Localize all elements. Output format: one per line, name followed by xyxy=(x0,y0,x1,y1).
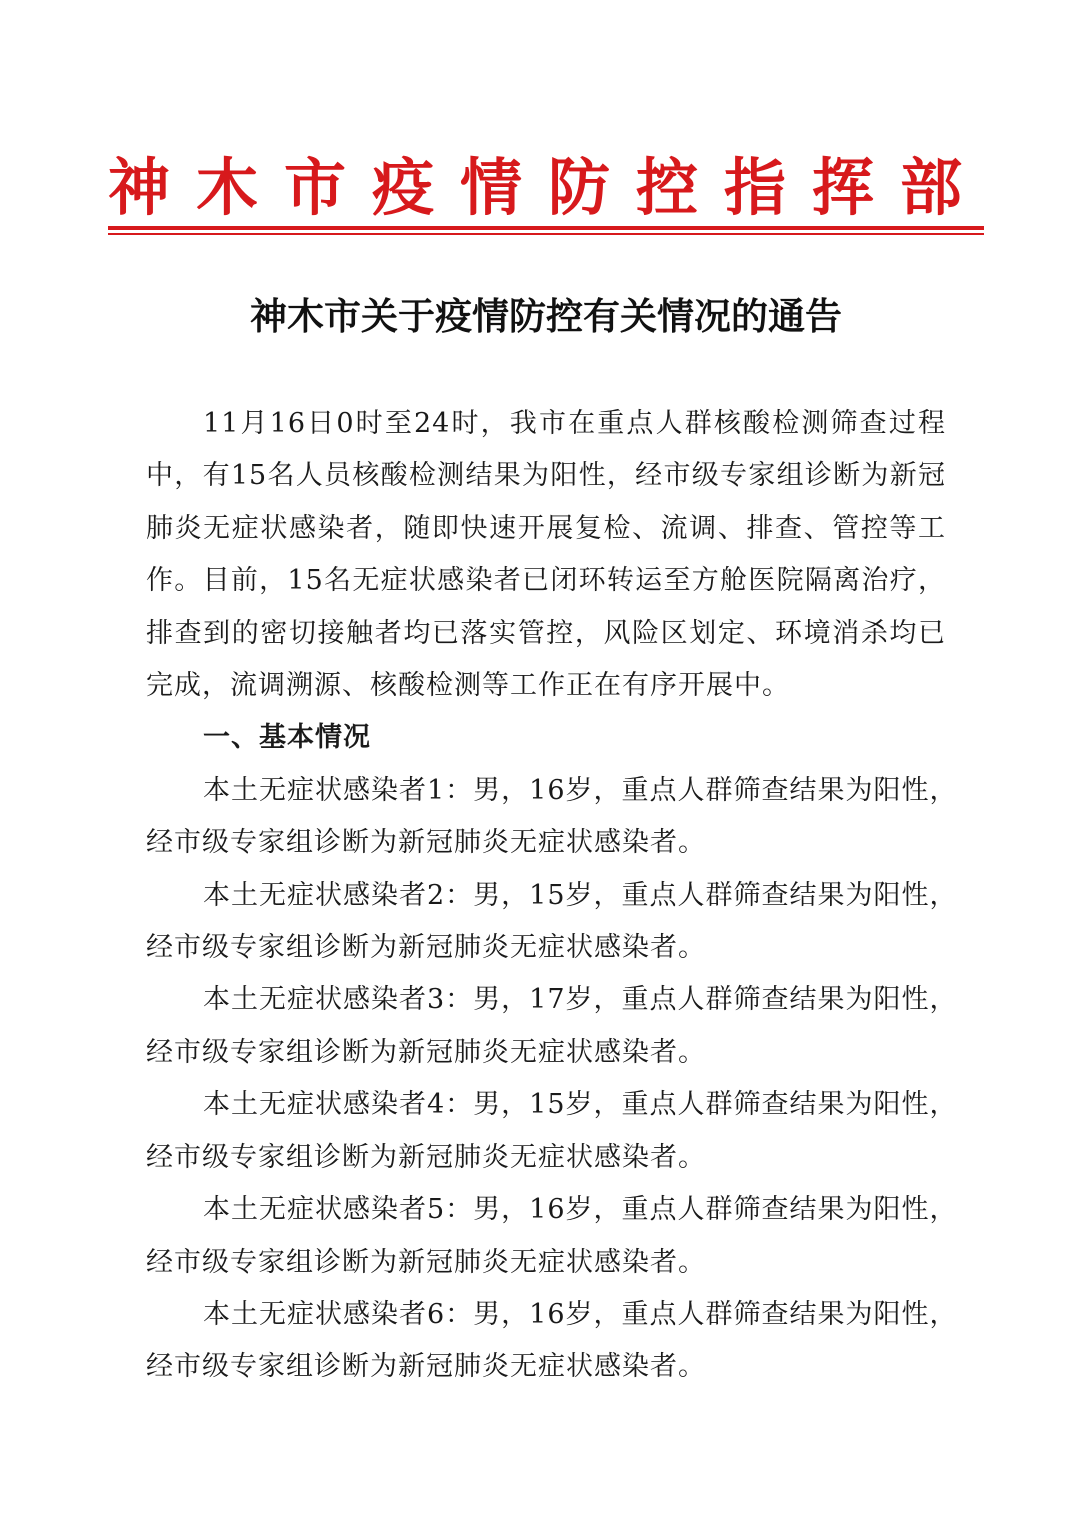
notice-title: 神木市关于疫情防控有关情况的通告 xyxy=(250,295,842,338)
case-line: 本土无症状感染者2：男，15岁，重点人群筛查结果为阳性， xyxy=(203,879,958,911)
case-line: 经市级专家组诊断为新冠肺炎无症状感染者。 xyxy=(146,932,706,964)
case-line: 经市级专家组诊断为新冠肺炎无症状感染者。 xyxy=(146,1141,706,1173)
case-entry xyxy=(146,974,958,1079)
notice-body xyxy=(146,398,958,1394)
section-heading: 一、基本情况 xyxy=(203,722,371,754)
case-line: 本土无症状感染者6：男，16岁，重点人群筛查结果为阳性， xyxy=(203,1298,958,1330)
case-entry xyxy=(146,765,958,870)
case-line: 本土无症状感染者3：男，17岁，重点人群筛查结果为阳性， xyxy=(203,984,958,1016)
masthead-rule-thin xyxy=(108,233,984,235)
case-line: 本土无症状感染者4：男，15岁，重点人群筛查结果为阳性， xyxy=(203,1089,958,1121)
case-entry xyxy=(146,1184,958,1289)
case-line: 经市级专家组诊断为新冠肺炎无症状感染者。 xyxy=(146,1036,706,1068)
case-line: 本土无症状感染者1：男，16岁，重点人群筛查结果为阳性， xyxy=(203,774,958,806)
masthead-rule-thick xyxy=(108,226,984,230)
case-entry xyxy=(146,1079,958,1184)
masthead-org-name: 神木市疫情防控指挥部 xyxy=(108,151,989,224)
case-entry xyxy=(146,870,958,975)
intro-paragraph: 11月16日0时至24时，我市在重点人群核酸检测筛查过程中，有15名人员核酸检测结果为阳性，经市级专家组诊断为新冠肺炎无症状感染者，随即快速开展复检、流调、排查、管控等工作。目前，15名无症状感染者已闭环转运至方舱医院隔离治疗，排查到的密切接触者均已落实管控，风险区划定、环境消杀均已完成，流调溯源、核酸检测等工作正在有序开展中。 xyxy=(146,408,946,702)
case-line: 经市级专家组诊断为新冠肺炎无症状感染者。 xyxy=(146,827,706,859)
case-line: 本土无症状感染者5：男，16岁，重点人群筛查结果为阳性， xyxy=(203,1194,958,1226)
case-line: 经市级专家组诊断为新冠肺炎无症状感染者。 xyxy=(146,1246,706,1278)
case-line: 经市级专家组诊断为新冠肺炎无症状感染者。 xyxy=(146,1351,706,1383)
case-entry xyxy=(146,1289,958,1394)
